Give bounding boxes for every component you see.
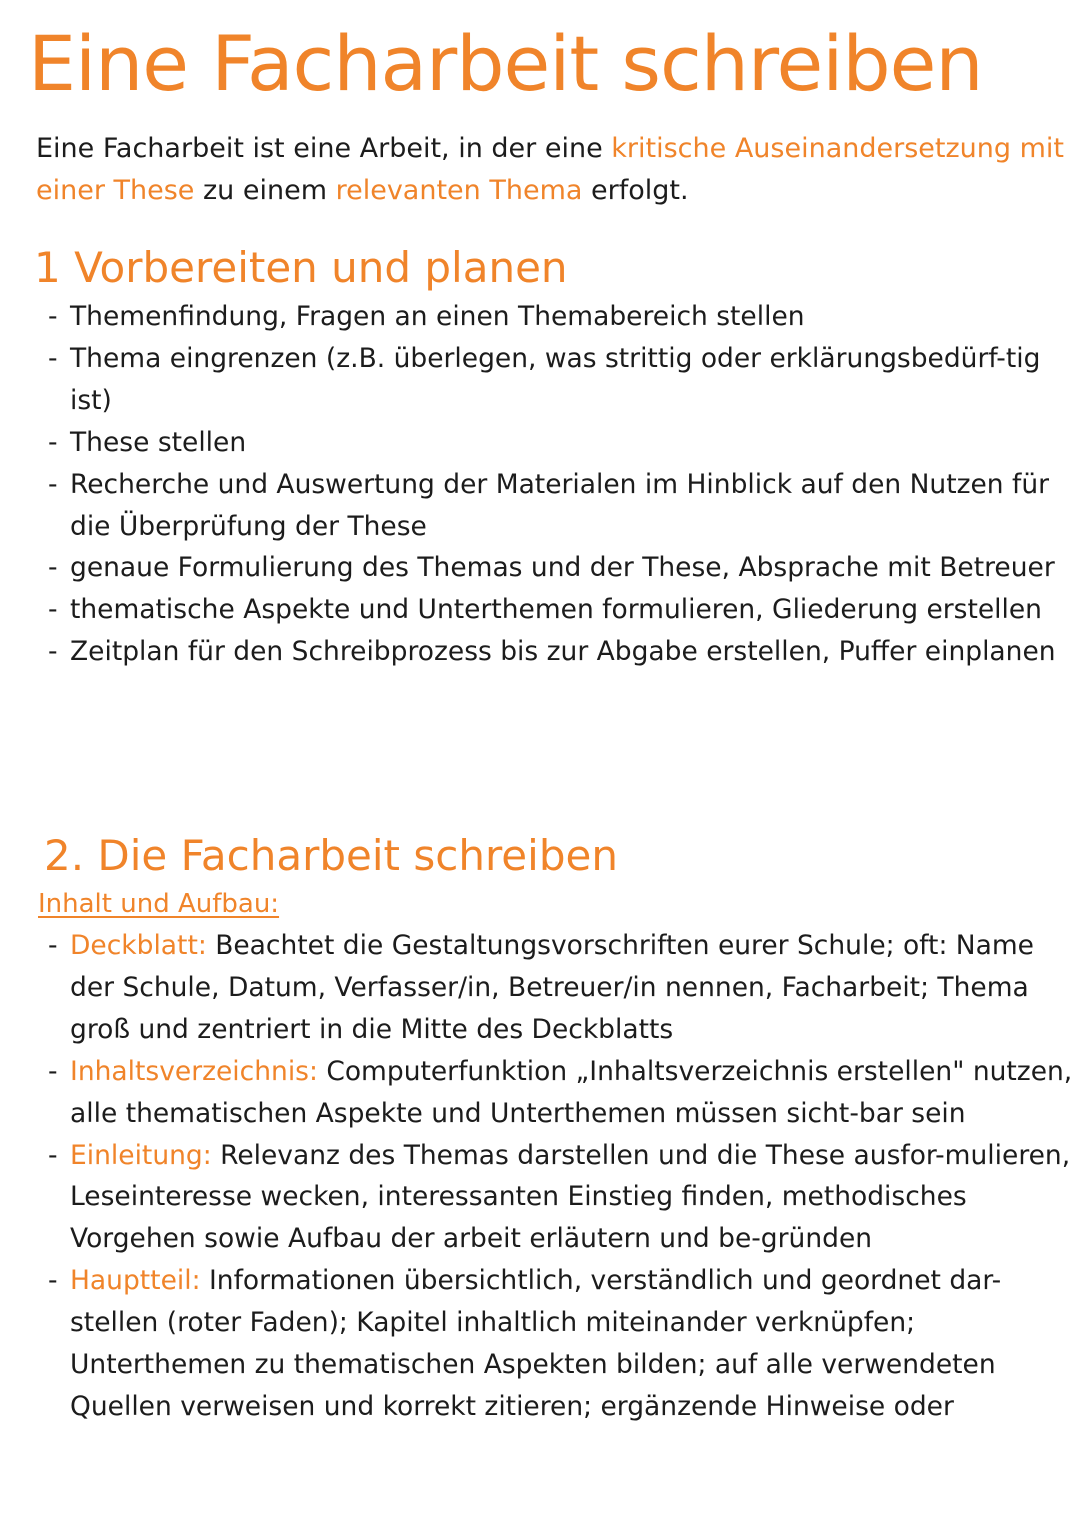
list-item: - These stellen: [46, 422, 1080, 464]
item-text: Informationen übersichtlich, verständlich und geordnet dar-stellen (roter Faden); Kapitel inhaltlich miteinander verknüpfen; Unterthemen zu thematischen Aspekten bilden; auf alle verwendeten Quellen verweisen und korrekt zitieren; ergänzende Hinweise oder: [70, 1265, 1002, 1422]
list-item: - Recherche und Auswertung der Materialen im Hinblick auf den Nutzen für die Überprüfung der These: [46, 464, 1080, 548]
list-item: - Thema eingrenzen (z.B. überlegen, was strittig oder erklärungsbedürf-tig ist): [46, 338, 1080, 422]
intro-text-3: erfolgt.: [582, 175, 689, 206]
section-1-list: [46, 296, 1080, 673]
intro-highlight-2: relevanten Thema: [335, 175, 583, 206]
item-term: Hauptteil:: [70, 1265, 201, 1297]
section-2-list: [46, 925, 1080, 1428]
intro-paragraph: [36, 128, 1076, 212]
list-item: - genaue Formulierung des Themas und der These, Absprache mit Betreuer: [46, 547, 1080, 589]
item-term: Deckblatt:: [70, 930, 207, 961]
item-term: Einleitung:: [70, 1139, 212, 1171]
list-item: - Themenfindung, Fragen an einen Themabereich stellen: [46, 296, 1080, 338]
intro-highlight-1: kritische Auseinandersetzung mit einer These: [36, 133, 1064, 206]
list-item: - thematische Aspekte und Unterthemen formulieren, Gliederung erstellen: [46, 589, 1080, 631]
page-title: Eine Facharbeit schreiben: [28, 19, 983, 108]
list-item: [46, 1051, 1080, 1135]
item-text: Computerfunktion „Inhaltsverzeichnis erstellen" nutzen, alle thematischen Aspekte und Unterthemen müssen sicht-bar sein: [70, 1055, 1073, 1129]
section-2-heading: 2. Die Facharbeit schreiben: [44, 831, 618, 880]
list-item: [46, 1135, 1080, 1261]
list-item: [46, 925, 1080, 1051]
list-item: [46, 1260, 1080, 1428]
item-term: Inhaltsverzeichnis:: [70, 1055, 318, 1087]
item-text: Beachtet die Gestaltungsvorschriften eurer Schule; oft: Name der Schule, Datum, Verfasser/in, Betreuer/in nennen, Facharbeit; Thema groß und zentriert in die Mitte des Deckblatts: [70, 930, 1034, 1045]
section-2-subheading: Inhalt und Aufbau:: [38, 889, 280, 919]
intro-text-1: Eine Facharbeit ist eine Arbeit, in der eine: [36, 133, 612, 164]
list-item: - Zeitplan für den Schreibprozess bis zur Abgabe erstellen, Puffer einplanen: [46, 631, 1080, 673]
item-text: Relevanz des Themas darstellen und die These ausfor-mulieren, Leseinteresse wecken, interessanten Einstieg finden, methodisches Vorgehen sowie Aufbau der arbeit erläutern und be-gründen: [70, 1139, 1071, 1255]
intro-text-2: zu einem: [194, 175, 336, 206]
section-1-heading: 1 Vorbereiten und planen: [34, 243, 568, 292]
